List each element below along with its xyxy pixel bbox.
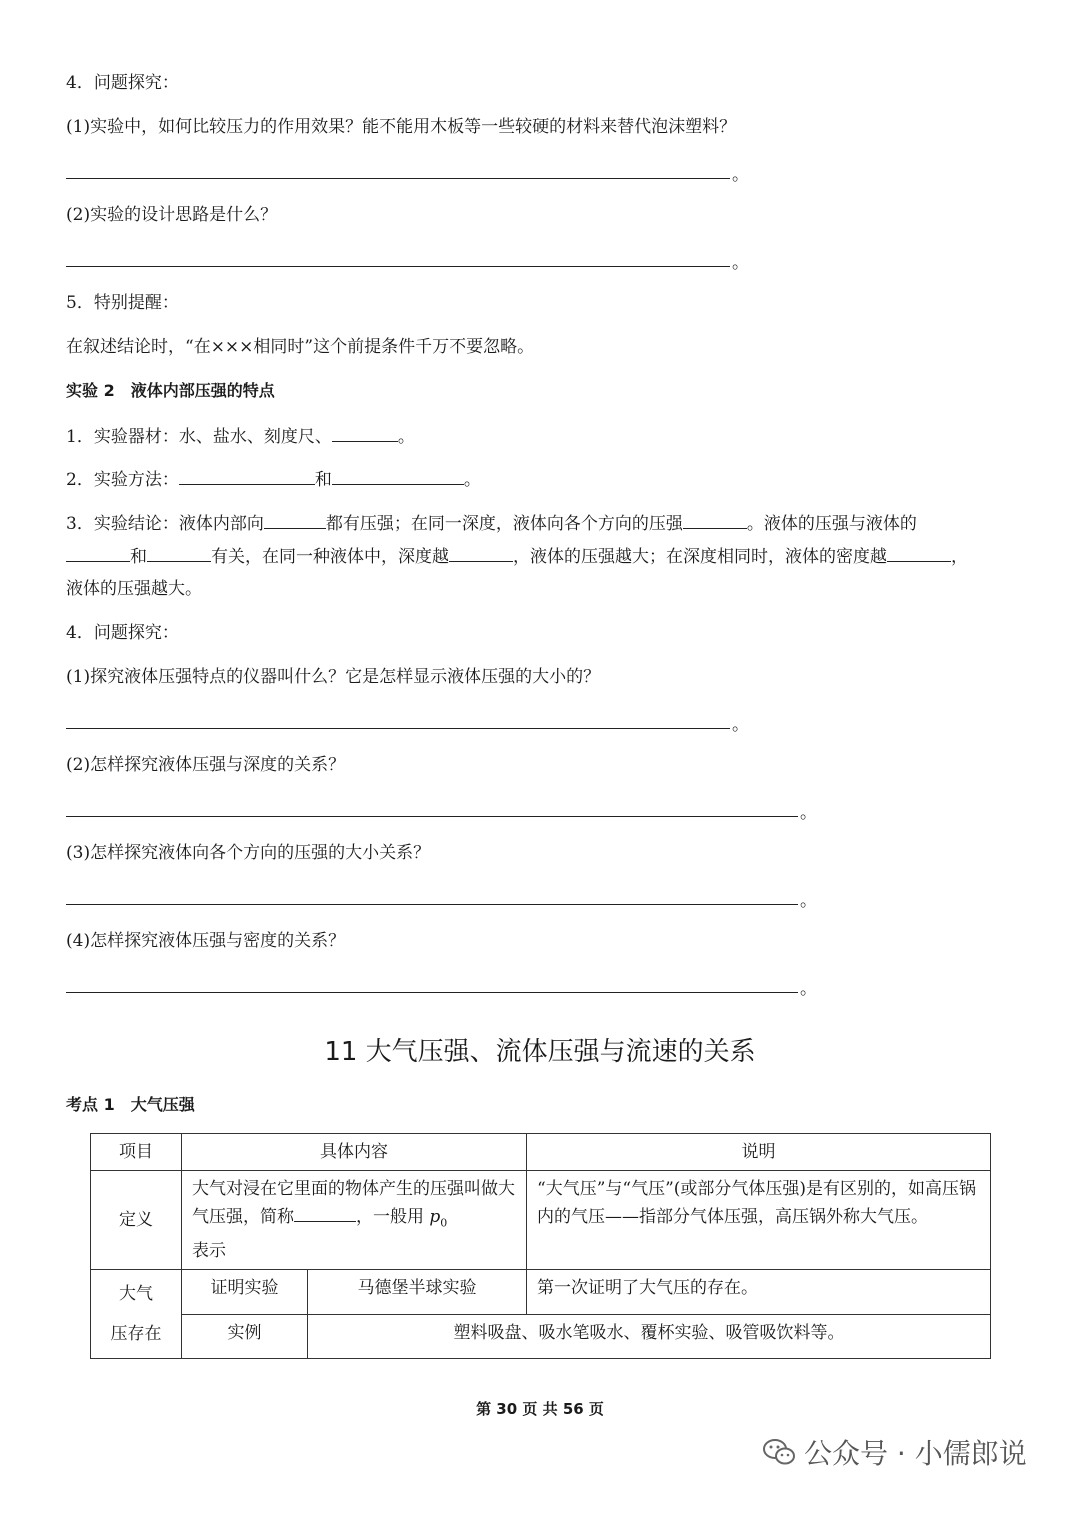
method-line: [66, 468, 481, 491]
definition-text: ，一般用: [356, 1207, 424, 1227]
header-content: 具体内容: [182, 1134, 527, 1171]
question-2: (2)实验的设计思路是什么？: [66, 205, 278, 225]
watermark-text: 公众号 · 小儒郎说: [804, 1437, 1027, 1470]
fill-blank[interactable]: [332, 425, 398, 442]
chapter-title: 11 大气压强、流体压强与流速的关系: [324, 1037, 756, 1067]
fill-blank[interactable]: [147, 545, 211, 562]
conclusion-text: 。液体的压强与液体的: [746, 514, 917, 534]
equipment-line: [66, 425, 415, 448]
definition-cell: [182, 1171, 527, 1270]
experiment-name: 马德堡半球实验: [308, 1270, 527, 1315]
reminder-text: 在叙述结论时，“在×××相同时”这个前提条件千万不要忽略。: [66, 337, 535, 357]
question-heading: 4．问题探究：: [66, 623, 179, 643]
answer-line[interactable]: [66, 904, 798, 905]
answer-line[interactable]: [66, 266, 730, 267]
sub-label: 证明实验: [182, 1270, 308, 1315]
period: 。: [800, 803, 817, 823]
row-label: 定义: [91, 1171, 182, 1270]
method-and: 和: [314, 470, 332, 490]
conclusion-line-3: 液体的压强越大。: [66, 579, 202, 599]
experiment-note: 第一次证明了大气压的存在。: [527, 1270, 991, 1315]
question-2: (2)怎样探究液体压强与深度的关系？: [66, 755, 346, 775]
equipment-text: 1．实验器材：水、盐水、刻度尺、: [66, 427, 332, 447]
pressure-symbol: p: [429, 1207, 441, 1227]
reminder-heading: 5．特别提醒：: [66, 293, 179, 313]
fill-blank[interactable]: [683, 512, 747, 529]
fill-blank[interactable]: [179, 468, 315, 485]
fill-blank[interactable]: [294, 1205, 356, 1222]
table-header-row: [91, 1134, 991, 1171]
question-1: (1)实验中，如何比较压力的作用效果？能不能用木板等一些较硬的材料来替代泡沫塑料？: [66, 117, 737, 137]
conclusion-text: 和: [130, 547, 147, 567]
answer-line[interactable]: [66, 992, 798, 993]
page-number: 第 30 页 共 56 页: [476, 1400, 604, 1418]
answer-line[interactable]: [66, 178, 730, 179]
fill-blank[interactable]: [264, 512, 326, 529]
fill-blank[interactable]: [887, 545, 951, 562]
answer-line[interactable]: [66, 728, 730, 729]
table-row: [91, 1171, 991, 1270]
fill-blank[interactable]: [66, 545, 130, 562]
fill-blank[interactable]: [332, 468, 464, 485]
question-heading: 4．问题探究：: [66, 73, 179, 93]
examples-cell: 塑料吸盘、吸水笔吸水、覆杯实验、吸管吸饮料等。: [308, 1314, 991, 1359]
conclusion-text: 有关，在同一种液体中，深度越: [211, 547, 449, 567]
period: 。: [800, 979, 817, 999]
air-pressure-table: [90, 1133, 991, 1359]
conclusion-line-1: [66, 512, 917, 535]
row-label: [91, 1270, 182, 1359]
conclusion-text: 都有压强；在同一深度，液体向各个方向的压强: [325, 514, 683, 534]
header-note: 说明: [527, 1134, 991, 1171]
conclusion-line-2: [66, 545, 968, 568]
period: 。: [732, 253, 749, 273]
answer-line[interactable]: [66, 816, 798, 817]
conclusion-text: ，液体的压强越大；在深度相同时，液体的密度越: [513, 547, 887, 567]
punct: ，: [951, 547, 968, 567]
definition-text: 大气对浸在它里面的物体产生的压强叫做大气压强，简称: [192, 1179, 515, 1227]
question-4: (4)怎样探究液体压强与密度的关系？: [66, 931, 346, 951]
key-point-title: 考点 1 大气压强: [66, 1095, 195, 1114]
row-label-line: 大气: [119, 1284, 153, 1305]
pressure-subscript: 0: [440, 1216, 448, 1230]
period: 。: [732, 715, 749, 735]
question-1: (1)探究液体压强特点的仪器叫什么？它是怎样显示液体压强的大小的？: [66, 667, 601, 687]
punct: 。: [397, 427, 415, 447]
wechat-icon: [762, 1437, 796, 1467]
punct: 。: [463, 470, 481, 490]
definition-text: 表示: [192, 1241, 226, 1262]
table-row: [91, 1314, 991, 1359]
header-item: 项目: [91, 1134, 182, 1171]
watermark: [762, 1432, 1027, 1472]
sub-label: 实例: [182, 1314, 308, 1359]
row-label-line: 压存在: [110, 1324, 162, 1345]
period: 。: [732, 165, 749, 185]
definition-note: “大气压”与“气压”(或部分气体压强)是有区别的，如高压锅内的气压——指部分气体压强，高压锅外称大气压。: [527, 1171, 991, 1270]
table-row: [91, 1270, 991, 1315]
method-text: 2．实验方法：: [66, 470, 179, 490]
experiment-title: 实验 2 液体内部压强的特点: [66, 381, 275, 400]
question-3: (3)怎样探究液体向各个方向的压强的大小关系？: [66, 843, 431, 863]
fill-blank[interactable]: [449, 545, 513, 562]
period: 。: [800, 891, 817, 911]
conclusion-text: 3．实验结论：液体内部向: [66, 514, 264, 534]
